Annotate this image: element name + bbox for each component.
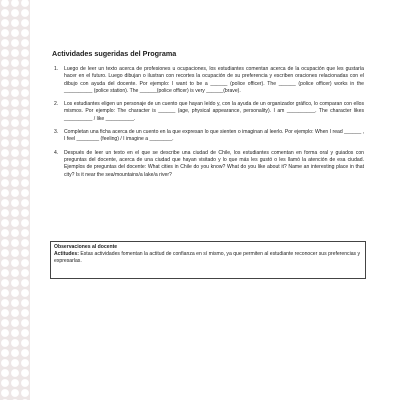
activity-item [54,66,364,95]
activity-item [54,150,364,179]
section-title: Actividades sugeridas del Programa [52,49,177,58]
activity-text: Completan una ficha acerca de un cuento en la que expresan lo que sienten o imaginan al leerlo. Por ejemplo: When I read ______ , I feel ________ (feeling) / I imagine a ________. [64,129,364,143]
activity-number: 1. [54,66,59,72]
activity-item [54,101,364,123]
binder-holes-strip [0,0,30,400]
observations-text: Estas actividades fomentan la actitud de confianza en sí mismo, ya que permiten al estudiante reconocer sus preferencias y expresarlas. [54,251,361,265]
activity-text: Después de leer un texto en el que se describe una ciudad de Chile, los estudiantes comentan en forma oral y guiados con preguntas del docente, acerca de una ciudad que hayan visitado y lo que más les gustó o les llamó la atención de esa ciudad. Ejemplos de preguntas del docente: What cities in Chile do you know? What do you like about it? Name an interesting place in that city? Is it near the sea/mountains/a lake/a river? [64,149,364,178]
activity-text: Los estudiantes eligen un personaje de un cuento que hayan leído y, con la ayuda de un organizador gráfico, lo comparan con ellos mismos. Por ejemplo: The character is ______ (age, physical appearance, personality). I am __________. The character likes __________ / like __________. [64,101,364,122]
activity-item [54,129,364,144]
document-page [30,0,400,400]
activity-text: Luego de leer un texto acerca de profesiones u ocupaciones, los estudiantes comentan acerca de la ocupación que les gustaría hacer en el futuro. Luego dibujan o ilustran con recortes la ocupación de su preferencia y escriben oraciones relacionadas con el dibujo con ayuda del docente. Por ejemplo: I want to be a ______ (police officer). The ______ (police officer) works in the __________ (police station). The ______(police officer) is very ______(brave). [64,66,364,94]
observations-title: Observaciones al docente [54,244,118,250]
activity-number: 2. [54,101,59,108]
activities-list [54,66,364,185]
activity-number: 4. [54,149,59,156]
teacher-observations-box [50,241,366,279]
activity-number: 3. [54,129,59,136]
observations-label: Actitudes: [54,251,79,258]
